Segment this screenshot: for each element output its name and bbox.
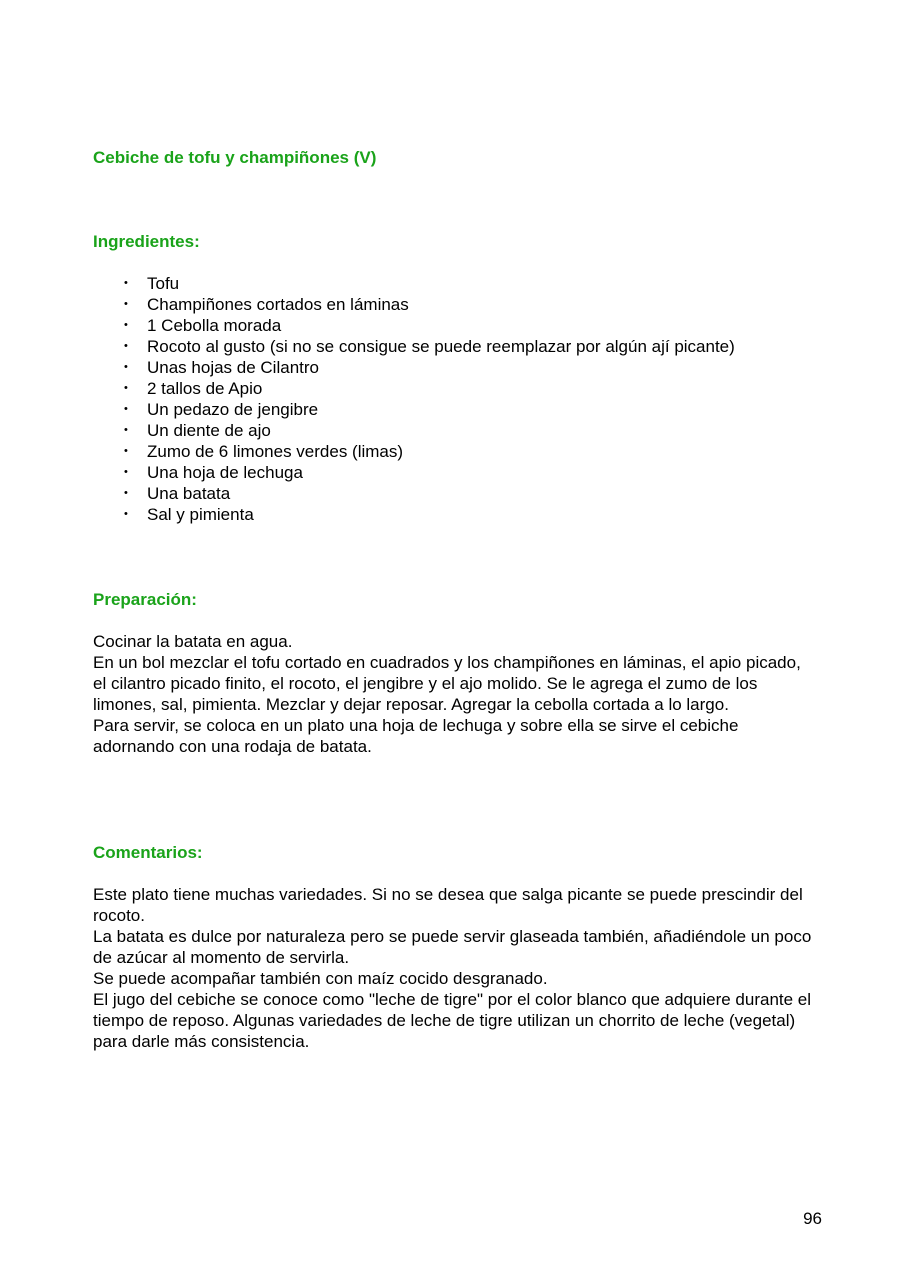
comments-heading: Comentarios: — [93, 843, 203, 862]
list-item — [93, 357, 735, 378]
paragraph: Cocinar la batata en agua. — [93, 632, 293, 651]
ingredient-text: Zumo de 6 limones verdes (limas) — [147, 442, 404, 461]
ingredient-text: Un pedazo de jengibre — [147, 400, 319, 419]
recipe-title: Cebiche de tofu y champiñones (V) — [93, 148, 377, 167]
ingredient-text: Una hoja de lechuga — [147, 463, 303, 482]
list-item — [93, 504, 735, 525]
bullet-icon: • — [124, 445, 128, 457]
bullet-icon: • — [124, 340, 128, 352]
preparation-text — [93, 631, 818, 757]
list-item — [93, 483, 735, 504]
bullet-icon: • — [124, 361, 128, 373]
ingredients-list — [93, 273, 735, 525]
ingredient-text: Una batata — [147, 484, 231, 503]
bullet-icon: • — [124, 319, 128, 331]
preparation-heading: Preparación: — [93, 590, 197, 609]
bullet-icon: • — [124, 487, 128, 499]
ingredient-text: Tofu — [147, 274, 180, 293]
ingredient-text: Sal y pimienta — [147, 505, 254, 524]
paragraph: En un bol mezclar el tofu cortado en cuadrados y los champiñones en láminas, el apio picado, el cilantro picado finito, el rocoto, el jengibre y el ajo molido. Se le agrega el zumo de los limones, sal, pimienta. Mezclar y dejar reposar. Agregar la cebolla cortada a lo largo. — [93, 653, 801, 714]
list-item — [93, 420, 735, 441]
list-item — [93, 273, 735, 294]
paragraph: Para servir, se coloca en un plato una hoja de lechuga y sobre ella se sirve el cebiche adornando con una rodaja de batata. — [93, 716, 739, 756]
page-number: 96 — [803, 1209, 822, 1228]
list-item — [93, 315, 735, 336]
paragraph: La batata es dulce por naturaleza pero se puede servir glaseada también, añadiéndole un poco de azúcar al momento de servirla. — [93, 927, 812, 967]
list-item — [93, 294, 735, 315]
bullet-icon: • — [124, 298, 128, 310]
list-item — [93, 462, 735, 483]
bullet-icon: • — [124, 508, 128, 520]
list-item — [93, 399, 735, 420]
paragraph: Este plato tiene muchas variedades. Si no se desea que salga picante se puede prescindir del rocoto. — [93, 885, 803, 925]
ingredient-text: Champiñones cortados en láminas — [147, 295, 409, 314]
bullet-icon: • — [124, 382, 128, 394]
bullet-icon: • — [124, 466, 128, 478]
bullet-icon: • — [124, 403, 128, 415]
ingredient-text: 2 tallos de Apio — [147, 379, 263, 398]
list-item — [93, 441, 735, 462]
ingredients-heading: Ingredientes: — [93, 232, 200, 251]
bullet-icon: • — [124, 424, 128, 436]
paragraph: Se puede acompañar también con maíz cocido desgranado. — [93, 969, 548, 988]
ingredient-text: Rocoto al gusto (si no se consigue se puede reemplazar por algún ají picante) — [147, 337, 735, 356]
comments-text — [93, 884, 818, 1052]
list-item — [93, 378, 735, 399]
ingredient-text: Unas hojas de Cilantro — [147, 358, 319, 377]
ingredient-text: 1 Cebolla morada — [147, 316, 282, 335]
paragraph: El jugo del cebiche se conoce como "leche de tigre" por el color blanco que adquiere durante el tiempo de reposo. Algunas variedades de leche de tigre utilizan un chorrito de leche (vegetal) para darle más consistencia. — [93, 990, 812, 1051]
ingredient-text: Un diente de ajo — [147, 421, 271, 440]
bullet-icon: • — [124, 277, 128, 289]
list-item — [93, 336, 735, 357]
